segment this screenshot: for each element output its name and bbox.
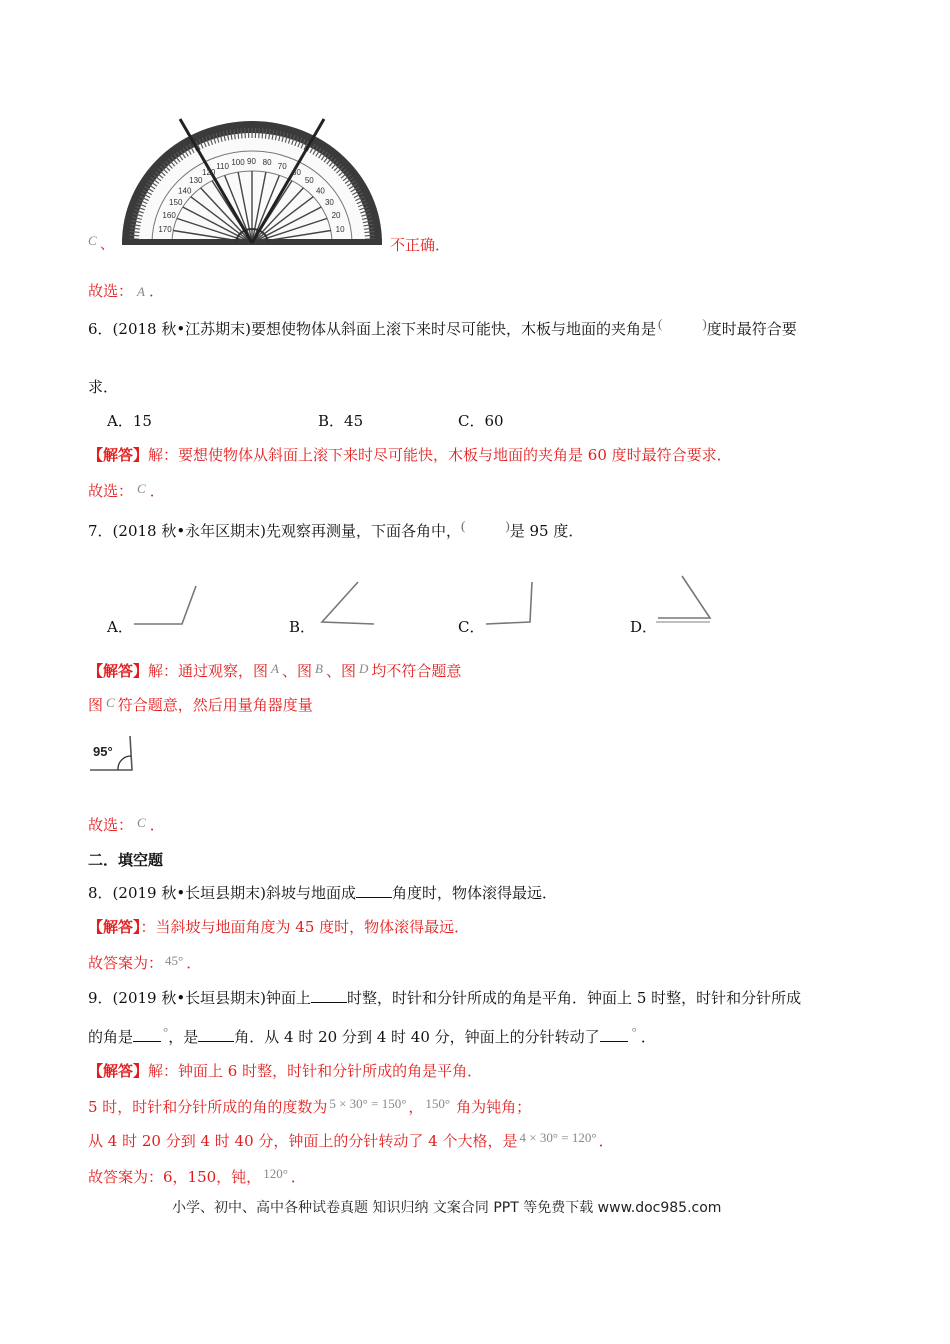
fig-b-letter: B <box>315 661 323 676</box>
q6-stem-line2: 求． <box>88 378 119 396</box>
protractor-scale-number: 30 <box>324 198 334 207</box>
q6-stem <box>88 318 797 339</box>
q8-final <box>88 952 201 973</box>
q7-answer-line1 <box>88 660 461 681</box>
final-prefix: 故答案为：6，150，钝， <box>88 1168 262 1186</box>
final-suffix: ． <box>186 954 202 972</box>
answer-text: 符合题意，然后用量角器度量 <box>117 696 313 714</box>
chosen-letter: C <box>137 481 146 496</box>
final-suffix: ． <box>290 1168 306 1186</box>
answer-text: ：当斜坡与地面角度为 45 度时，物体滚得最远． <box>140 918 470 936</box>
q9-text: 角．从 4 时 20 分到 4 时 40 分，钟面上的分针转动了 <box>234 1028 600 1046</box>
q6-answer <box>88 444 732 465</box>
q9-answer-line3 <box>88 1130 614 1151</box>
answer-text: 5 时，时针和分针所成的角的度数为 <box>88 1098 328 1116</box>
protractor-scale-number: 160 <box>162 210 176 220</box>
protractor-scale-number: 20 <box>331 210 341 220</box>
answer-text: 、图 <box>325 662 356 680</box>
answer-text: 解：钟面上 6 时整，时针和分针所成的角是平角． <box>148 1062 483 1080</box>
answer-text: 图 <box>88 696 104 714</box>
q7-angle-a-figure <box>132 582 202 630</box>
answer-text: ， <box>408 1098 424 1116</box>
protractor-scale-number: 60 <box>292 167 301 177</box>
q9-text: 时整，时针和分针所成的角是平角．钟面上 5 时整，时针和分针所成 <box>347 989 802 1007</box>
answer-text: 解：通过观察，图 <box>148 662 269 680</box>
final-value: 45° <box>165 953 184 968</box>
protractor-scale-number: 80 <box>262 158 272 168</box>
q9-stem-line2 <box>88 1026 656 1047</box>
chosen-prefix: 故选： <box>88 816 134 834</box>
option-c-separator: 、 <box>100 237 114 253</box>
option-c-letter: C <box>88 233 97 248</box>
q7-angle-b-figure <box>314 576 380 630</box>
q7-option-a-label: A． <box>107 618 133 636</box>
q9-blank-2 <box>133 1029 161 1042</box>
q6-paren-open: ( <box>658 316 663 331</box>
q7-chosen <box>88 814 165 835</box>
q7-paren-close: ) <box>505 518 510 533</box>
protractor-scale-number: 110 <box>216 161 229 171</box>
protractor-scale-number: 50 <box>304 176 314 186</box>
fig-c-letter: C <box>106 695 115 710</box>
final-value: 120° <box>263 1166 288 1181</box>
q9-text: 的角是 <box>88 1028 134 1046</box>
protractor-scale-number: 150 <box>169 198 183 207</box>
answer-text: 解：要想使物体从斜面上滚下来时尽可能快，木板与地面的夹角是 60 度时最符合要求． <box>148 446 732 464</box>
q9-text: ． <box>640 1028 656 1046</box>
q7-option-c-label: C． <box>458 618 485 636</box>
chosen-suffix: ． <box>148 282 164 300</box>
q6-stem-after: 度时最符合要 <box>706 320 797 338</box>
q9-stem-line1 <box>88 987 801 1008</box>
chosen-letter: C <box>137 815 146 830</box>
q7-option-d-label: D． <box>630 618 658 636</box>
q7-stem-before: 7．(2018 秋•永年区期末)先观察再测量，下面各角中， <box>88 522 462 540</box>
q5-chosen <box>88 280 164 301</box>
chosen-suffix: ． <box>149 816 165 834</box>
q6-option-b: B．45 <box>318 412 364 430</box>
q9-answer-line1 <box>88 1060 482 1081</box>
q7-option-b-label: B． <box>289 618 316 636</box>
protractor-scale-number: 140 <box>178 186 192 196</box>
answer-tag: 【解答】 <box>88 1062 149 1080</box>
q9-blank-4 <box>600 1029 628 1042</box>
q7-paren-open: ( <box>461 518 466 533</box>
answer-expression: 150° <box>425 1096 451 1111</box>
q6-chosen <box>88 480 165 501</box>
answer-expression: 4 × 30° = 120° <box>519 1130 597 1145</box>
q8-stem-after: 角度时，物体滚得最远． <box>392 884 558 902</box>
protractor-scale-number: 170 <box>158 224 172 234</box>
protractor-scale-number: 130 <box>189 176 203 186</box>
q8-answer <box>88 916 469 937</box>
fig-d-letter: D <box>358 661 369 676</box>
q9-blank-1 <box>311 990 347 1003</box>
protractor-scale-number: 120 <box>202 167 216 177</box>
q6-option-a: A．15 <box>107 412 152 430</box>
q7-angle-c-figure <box>482 576 540 630</box>
answer-tag: 【解答】 <box>88 662 149 680</box>
degree-symbol: ° <box>163 1024 169 1039</box>
q9-answer-line2 <box>88 1096 531 1117</box>
chosen-suffix: ． <box>149 482 165 500</box>
q7-stem-after: 是 95 度． <box>509 522 584 540</box>
protractor-scale-number: 100 <box>231 158 245 168</box>
q6-paren-close: ) <box>702 316 707 331</box>
measured-angle-label: 95° <box>93 744 113 759</box>
q8-blank <box>356 885 392 898</box>
answer-text: 从 4 时 20 分到 4 时 40 分，钟面上的分针转动了 4 个大格，是 <box>88 1132 518 1150</box>
answer-expression: 5 × 30° = 150° <box>329 1096 407 1111</box>
answer-text: ． <box>598 1132 614 1150</box>
final-prefix: 故答案为： <box>88 954 164 972</box>
protractor-image <box>118 115 386 250</box>
chosen-prefix: 故选： <box>88 282 134 300</box>
q8-stem <box>88 882 557 903</box>
q7-answer-line2 <box>88 694 313 715</box>
chosen-letter: A <box>137 284 145 299</box>
q9-text: ，是 <box>168 1028 199 1046</box>
answer-text: 均不符合题意 <box>371 662 462 680</box>
q8-stem-before: 8．(2019 秋•长垣县期末)斜坡与地面成 <box>88 884 357 902</box>
q6-option-c: C．60 <box>458 412 504 430</box>
protractor-scale-number: 90 <box>247 157 256 166</box>
answer-tag: 【解答】 <box>88 918 141 936</box>
answer-text: 、图 <box>281 662 312 680</box>
q9-text: 9．(2019 秋•长垣县期末)钟面上 <box>88 989 312 1007</box>
q7-measured-angle-figure <box>88 734 136 776</box>
section-title: 二．填空题 <box>88 851 164 869</box>
protractor-scale-number: 10 <box>335 224 345 234</box>
protractor-scale-number: 40 <box>315 186 325 196</box>
answer-text: 角为钝角； <box>456 1098 532 1116</box>
option-c-verdict: 不正确． <box>390 236 451 254</box>
degree-symbol: ° <box>631 1024 637 1039</box>
answer-tag: 【解答】 <box>88 446 149 464</box>
q7-stem <box>88 520 583 541</box>
q7-angle-d-figure <box>654 570 718 630</box>
protractor-scale-number: 70 <box>277 161 287 171</box>
q9-blank-3 <box>198 1029 234 1042</box>
page-footer: 小学、初中、高中各种试卷真题 知识归纳 文案合同 PPT 等免费下载 www.doc985.com <box>172 1200 722 1216</box>
q6-stem-before: 6．(2018 秋•江苏期末)要想使物体从斜面上滚下来时尽可能快，木板与地面的夹角是 <box>88 320 657 338</box>
q9-final <box>88 1166 306 1187</box>
chosen-prefix: 故选： <box>88 482 134 500</box>
fig-a-letter: A <box>271 661 279 676</box>
